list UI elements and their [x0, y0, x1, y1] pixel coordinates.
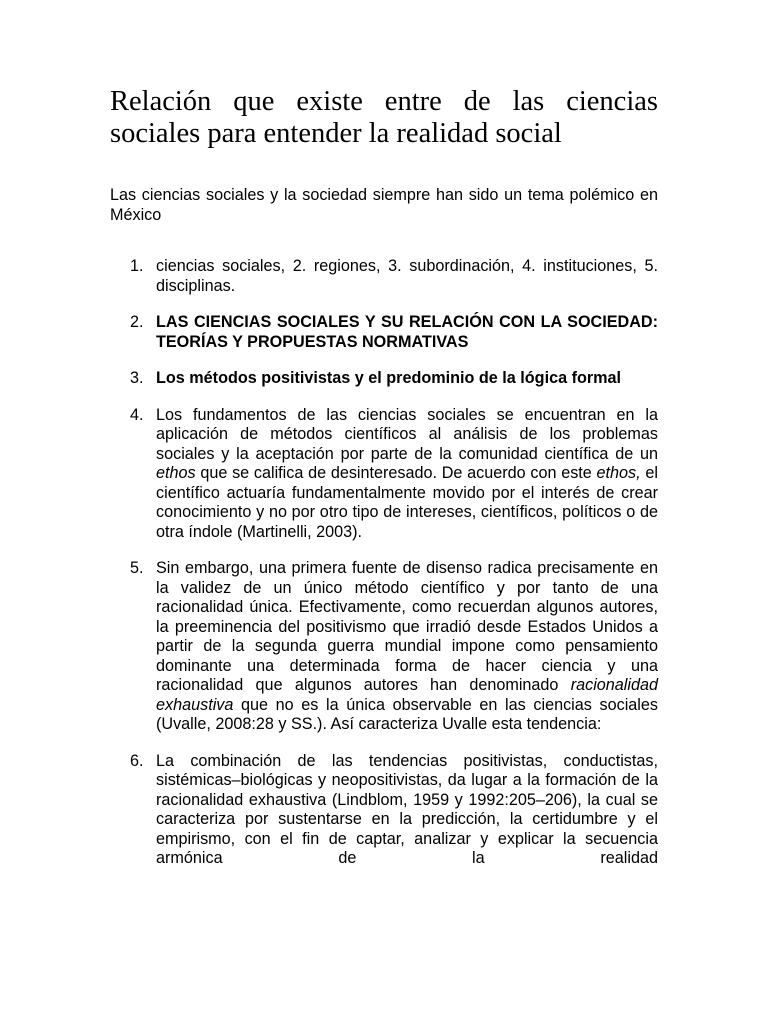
italic-term: ethos, [596, 464, 641, 482]
list-item [130, 369, 658, 389]
list-item-text: que se califica de desinteresado. De acuerdo con este [195, 464, 597, 482]
list-item-number: 3. [130, 369, 144, 387]
list-item-text: Sin embargo, una primera fuente de disenso radica precisamente en la validez de un único método científico y por tanto de una racionalidad única. Efectivamente, como recuerdan algunos autores, la preeminencia del positivismo que irradió desde Estados Unidos a partir de la segunda guerra mundial impone como pensamiento dominante una determinada forma de hacer ciencia y una racionalidad que algunos autores han denominado [156, 559, 658, 694]
list-item [130, 559, 658, 735]
list-item-text: Los fundamentos de las ciencias sociales se encuentran en la aplicación de métodos científicos al análisis de los problemas sociales y la aceptación por parte de la comunidad científica de un [156, 405, 658, 463]
page-title: Relación que existe entre de las ciencias sociales para entender la realidad social [110, 86, 658, 149]
list-item-number: 6. [130, 751, 144, 770]
list-item-number: 1. [130, 257, 144, 275]
list-item [130, 405, 658, 543]
list-item [130, 313, 658, 352]
list-item-number: 5. [130, 559, 144, 577]
italic-term: racionalidad exhaustiva [156, 676, 658, 714]
numbered-list [130, 257, 658, 867]
intro-paragraph: Las ciencias sociales y la sociedad siempre han sido un tema polémico en México [110, 186, 658, 224]
list-item-text: ciencias sociales, 2. regiones, 3. subordinación, 4. instituciones, 5. disciplinas. [156, 257, 658, 295]
list-item-text: La combinación de las tendencias positivistas, conductistas, sistémicas–biológicas y neopositivistas, da lugar a la formación de la racionalidad exhaustiva (Lindblom, 1959 y 1992:205–206), la cual se caracteriza por sustentarse en la predicción, la certidumbre y el empirismo, con el fin de captar, analizar y explicar la secuencia armónica de la realidad [156, 751, 658, 867]
list-item-number: 4. [130, 405, 144, 424]
list-item-text: el científico actuaría fundamentalmente movido por el interés de crear conocimiento y no por otro tipo de intereses, científicos, políticos o de otra índole (Martinelli, 2003). [156, 464, 658, 541]
list-item-number: 2. [130, 313, 144, 331]
section-heading: LAS CIENCIAS SOCIALES Y SU RELACIÓN CON LA SOCIEDAD: TEORÍAS Y PROPUESTAS NORMATIVAS [156, 313, 658, 351]
subsection-heading: Los métodos positivistas y el predominio de la lógica formal [156, 369, 622, 387]
list-item [130, 751, 658, 867]
list-item-text: que no es la única observable en las ciencias sociales (Uvalle, 2008:28 y SS.). Así caracteriza Uvalle esta tendencia: [156, 695, 658, 733]
italic-term: ethos [156, 464, 196, 482]
list-item [130, 257, 658, 296]
